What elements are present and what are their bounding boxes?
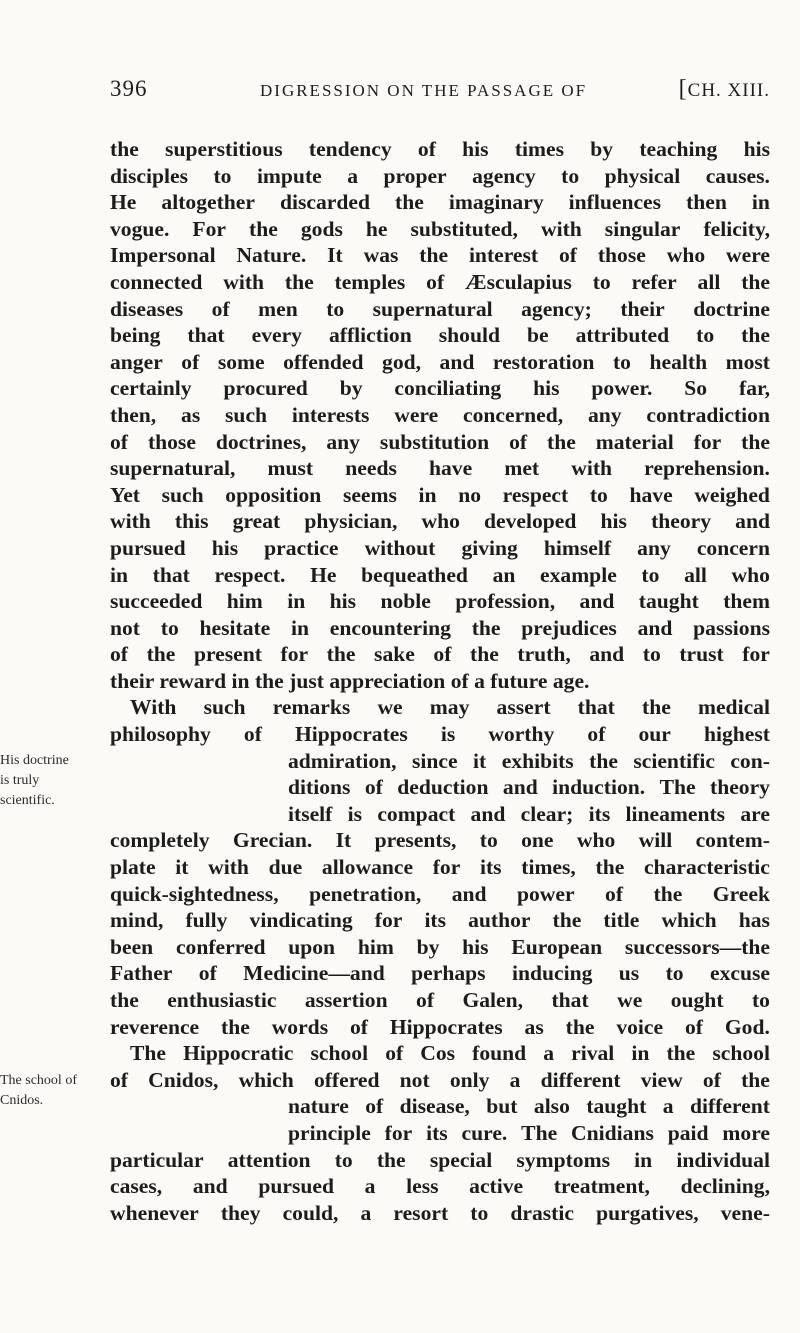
page-number: 396 (110, 76, 148, 101)
text-line: diseases of men to supernatural agency; their doctrine (110, 296, 770, 321)
text-line: principle for its cure. The Cnidians paid more (288, 1120, 770, 1145)
text-line: mind, fully vindicating for its author the title which has (110, 908, 770, 933)
margin-note-line: is truly (0, 773, 40, 788)
text-line: then, as such interests were concerned, any contradiction (110, 402, 770, 427)
text-line: plate it with due allowance for its times, the characteristic (110, 855, 770, 880)
text-line: ditions of deduction and induction. The theory (288, 775, 770, 800)
text-line: anger of some offended god, and restoration to health most (110, 349, 770, 374)
chapter-label (679, 76, 770, 103)
margin-note-line: His doctrine (0, 753, 69, 768)
margin-note-cnidos (0, 1071, 106, 1111)
chapter-text: CH. XIII. (687, 80, 770, 101)
text-line: completely Grecian. It presents, to one who will contem- (110, 828, 770, 853)
text-line: nature of disease, but also taught a different (288, 1094, 770, 1119)
text-line: itself is compact and clear; its lineaments are (288, 801, 770, 826)
text-line: admiration, since it exhibits the scientific con- (288, 748, 770, 773)
text-line: vogue. For the gods he substituted, with singular felicity, (110, 216, 770, 241)
text-line: Father of Medicine—and perhaps inducing us to excuse (110, 961, 770, 986)
text-line: of those doctrines, any substitution of the material for the (110, 429, 770, 454)
text-line: disciples to impute a proper agency to physical causes. (110, 163, 770, 188)
text-line: particular attention to the special symptoms in individual (110, 1147, 770, 1172)
text-line: reverence the words of Hippocrates as the voice of God. (110, 1014, 770, 1039)
text-line: He altogether discarded the imaginary influences then in (110, 190, 770, 215)
text-line: not to hesitate in encountering the prejudices and passions (110, 615, 770, 640)
margin-note-line: The school of (0, 1073, 77, 1088)
text-line: the superstitious tendency of his times by teaching his (110, 137, 770, 161)
margin-note-doctrine (0, 751, 106, 811)
text-line: of Cnidos, which offered not only a different view of the (110, 1067, 770, 1092)
text-line: of the present for the sake of the truth, and to trust for (110, 642, 770, 667)
text-line: their reward in the just appreciation of a future age. (110, 668, 590, 693)
text-line: succeeded him in his noble profession, and taught them (110, 589, 770, 614)
text-line: Impersonal Nature. It was the interest of those who were (110, 243, 770, 268)
text-line: with this great physician, who developed his theory and (110, 509, 770, 534)
text-line: philosophy of Hippocrates is worthy of our highest (110, 722, 770, 747)
text-line: cases, and pursued a less active treatment, declining, (110, 1174, 770, 1199)
text-line: certainly procured by conciliating his power. So far, (110, 376, 770, 401)
text-line: pursued his practice without giving himself any concern (110, 535, 770, 560)
text-line: With such remarks we may assert that the medical (130, 695, 770, 720)
text-line: supernatural, must needs have met with reprehension. (110, 456, 770, 481)
text-line: whenever they could, a resort to drastic purgatives, vene- (110, 1200, 770, 1225)
text-line: quick-sightedness, penetration, and power of the Greek (110, 881, 770, 906)
running-title: DIGRESSION ON THE PASSAGE OF (260, 81, 588, 100)
margin-note-line: Cnidos. (0, 1093, 44, 1108)
text-line: The Hippocratic school of Cos found a rival in the school (130, 1041, 770, 1066)
text-line: Yet such opposition seems in no respect to have weighed (110, 482, 770, 507)
running-head (110, 76, 770, 110)
text-line: been conferred upon him by his European successors—the (110, 934, 770, 959)
text-line: being that every affliction should be attributed to the (110, 323, 770, 348)
text-line: connected with the temples of Æsculapius to refer all the (110, 269, 770, 294)
margin-note-line: scientific. (0, 793, 55, 808)
text-line: in that respect. He bequeathed an example to all who (110, 562, 770, 587)
text-line: the enthusiastic assertion of Galen, that we ought to (110, 988, 770, 1012)
bracket-glyph: [ (678, 76, 688, 102)
body-text (110, 136, 770, 1226)
